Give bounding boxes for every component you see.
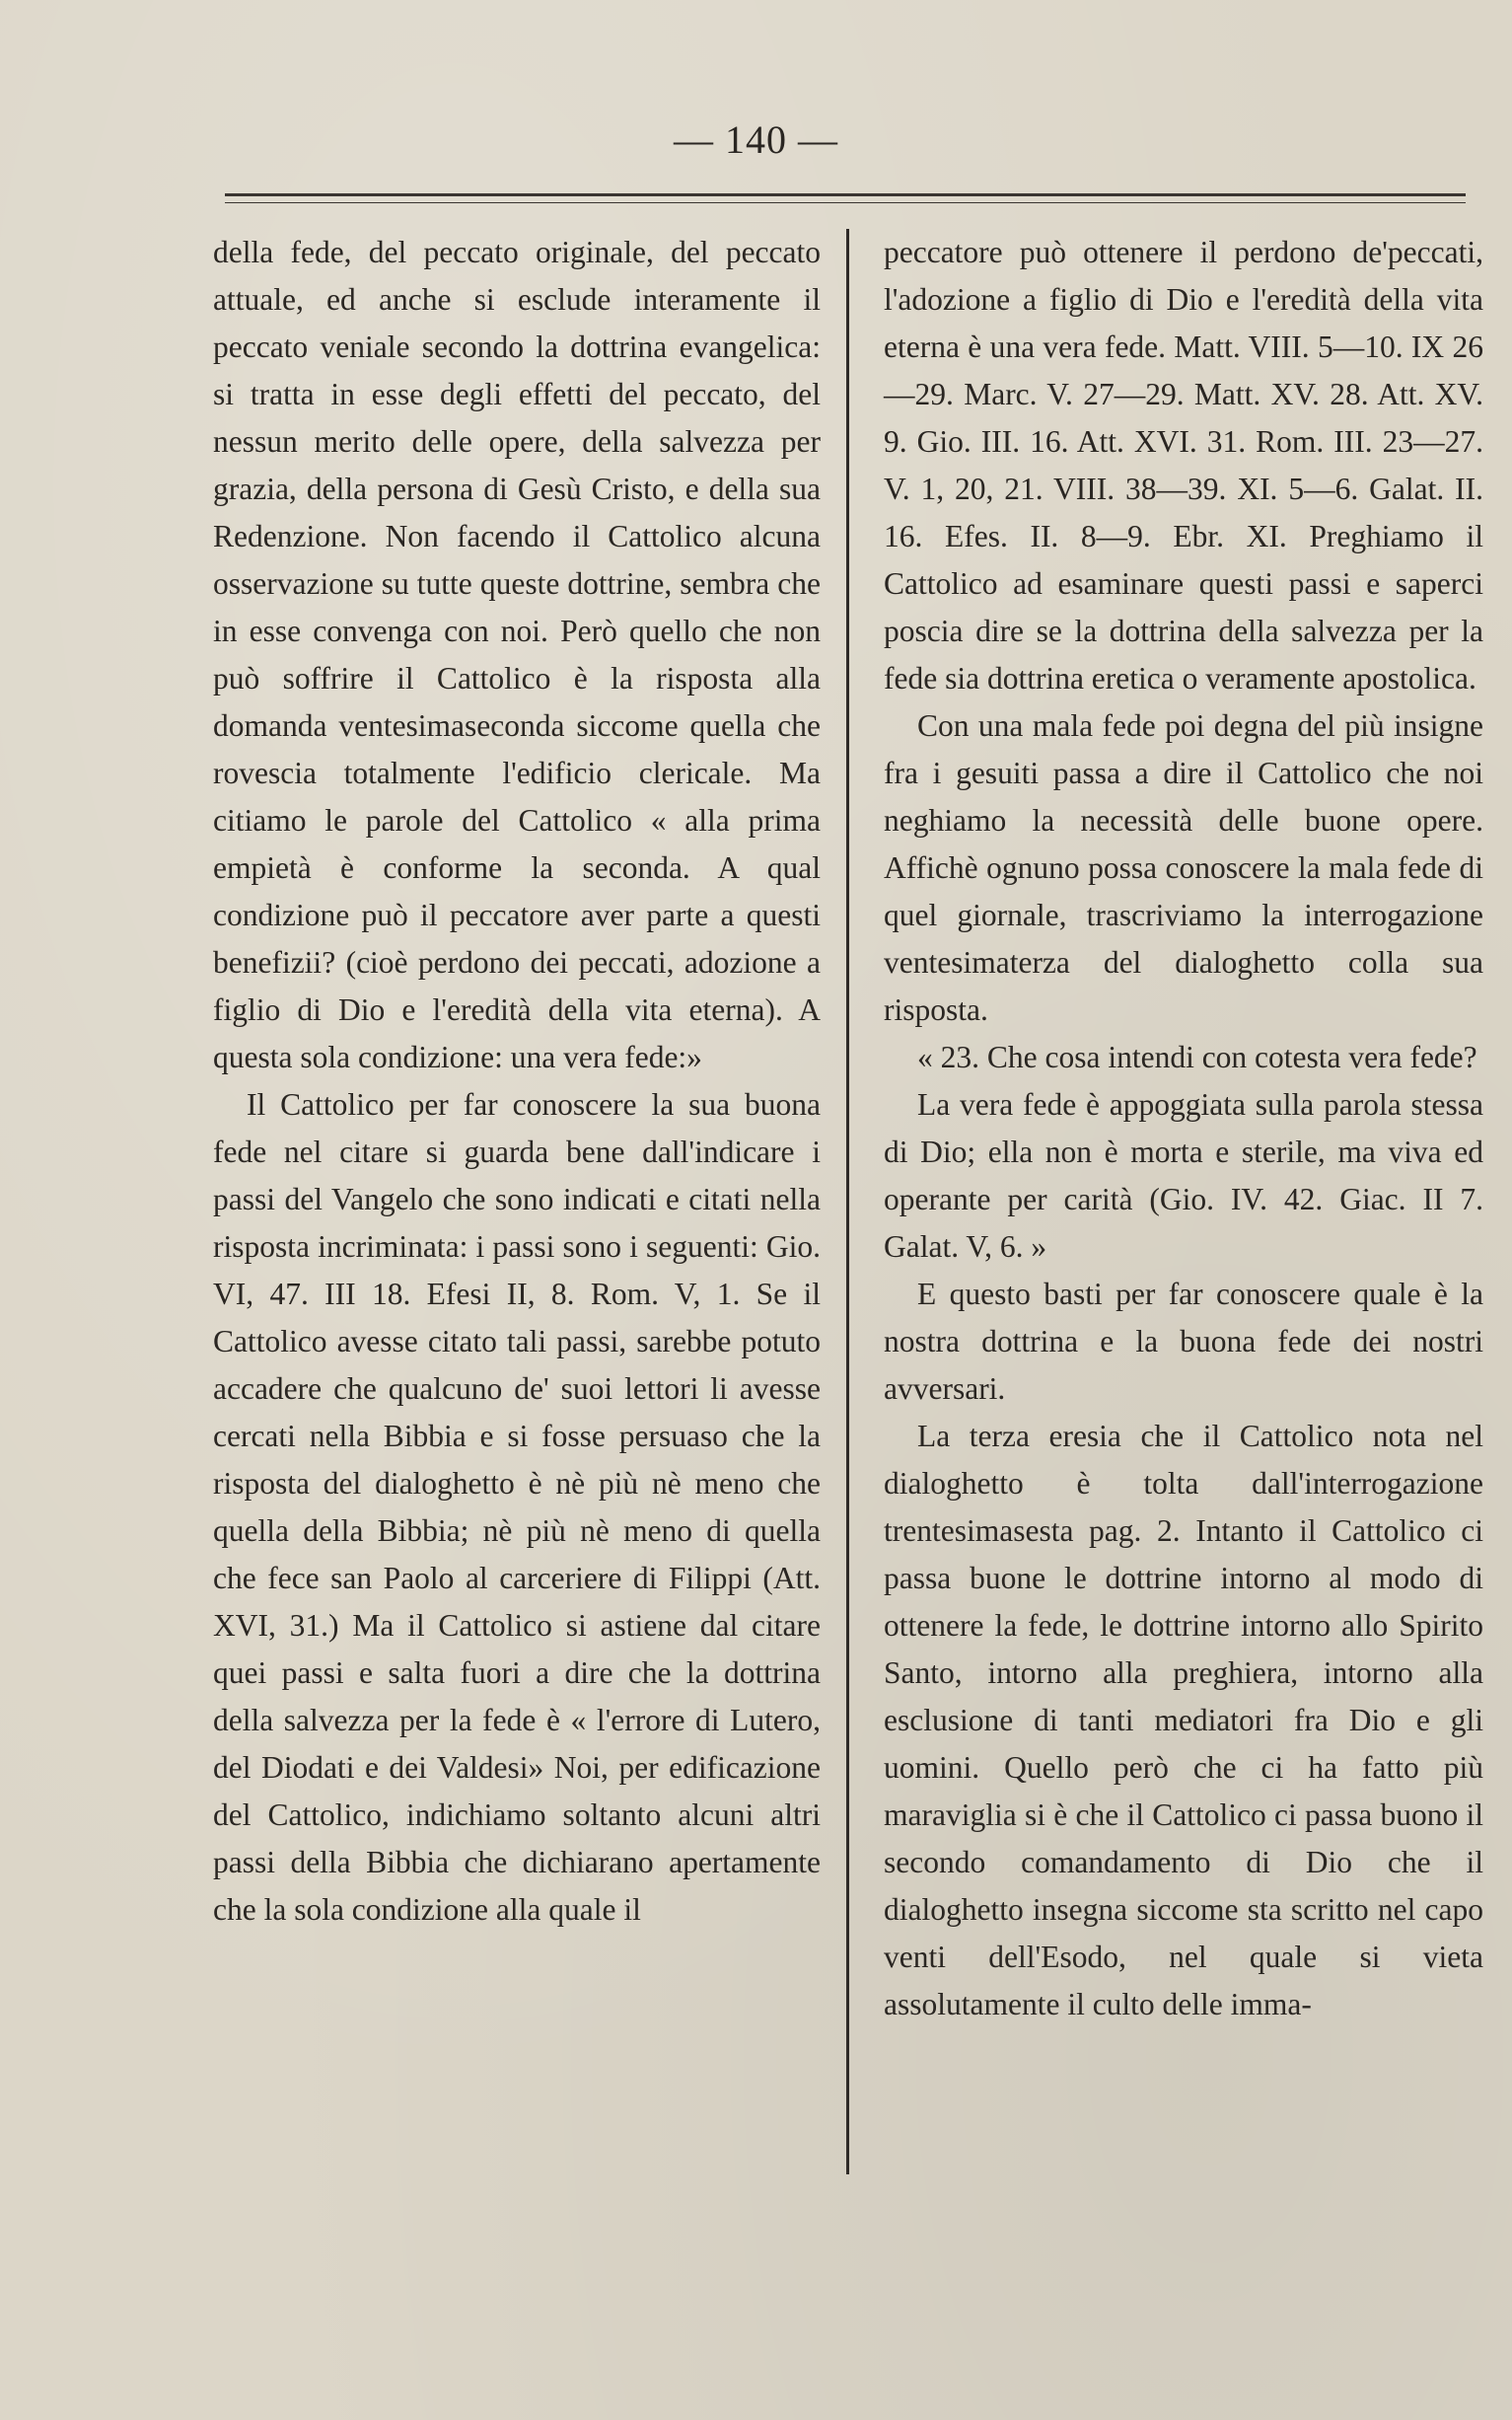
left-paragraph-1: della fede, del peccato originale, del peccato attuale, ed anche si esclude interamente il peccato veniale secondo la dottrina evangelica: si tratta in esse degli effetti del peccato, del nessun merito delle opere, della salvezza per grazia, della persona di Gesù Cristo, e della sua Redenzione. Non facendo il Cattolico alcuna osservazione su tutte queste dottrine, sembra che in esse convenga con noi. Però quello che non può soffrire il Cattolico è la risposta alla domanda ventesimaseconda siccome quella che rovescia totalmente l'edificio clericale. Ma citiamo le parole del Cattolico « alla prima empietà è conforme la seconda. A qual condizione può il peccatore aver parte a questi benefizii? (cioè perdono dei peccati, adozione a figlio di Dio e l'eredità della vita eterna). A questa sola condizione: una vera fede:»	[213, 235, 821, 1074]
right-paragraph-4: La vera fede è appoggiata sulla parola stessa di Dio; ella non è morta e sterile, ma viva ed operante per carità (Gio. IV. 42. Giac. II 7. Galat. V, 6. »	[884, 1087, 1483, 1264]
right-paragraph-2: Con una mala fede poi degna del più insigne fra i gesuiti passa a dire il Cattolico che noi neghiamo la necessità delle buone opere. Affichè ognuno possa conoscere la mala fede di quel giornale, trascriviamo la interrogazione ventesimaterza del dialoghetto colla sua risposta.	[884, 708, 1483, 1027]
right-paragraph-1: peccatore può ottenere il perdono de'peccati, l'adozione a figlio di Dio e l'eredità della vita eterna è una vera fede. Matt. VIII. 5—10. IX 26—29. Marc. V. 27—29. Matt. XV. 28. Att. XV. 9. Gio. III. 16. Att. XVI. 31. Rom. III. 23—27. V. 1, 20, 21. VIII. 38—39. XI. 5—6. Galat. II. 16. Efes. II. 8—9. Ebr. XI. Preghiamo il Cattolico ad esaminare questi passi e saperci poscia dire se la dottrina della salvezza per la fede sia dottrina eretica o veramente apostolica.	[884, 235, 1483, 696]
right-paragraph-6: La terza eresia che il Cattolico nota nel dialoghetto è tolta dall'interrogazione trentesimasesta pag. 2. Intanto il Cattolico ci passa buone le dottrine intorno al modo di ottenere la fede, le dottrine intorno allo Spirito Santo, intorno alla preghiera, intorno alla esclusione di tanti mediatori fra Dio e gli uomini. Quello però che ci ha fatto più maraviglia si è che il Cattolico ci passa buono il secondo comandamento di Dio che il dialoghetto insegna siccome sta scritto nel capo venti dell'Esodo, nel quale si vieta assolutamente il culto delle imma-	[884, 1419, 1483, 2021]
right-paragraph-3: « 23. Che cosa intendi con cotesta vera fede?	[917, 1040, 1477, 1074]
left-paragraph-2: Il Cattolico per far conoscere la sua buona fede nel citare si guarda bene dall'indicare i passi del Vangelo che sono indicati e citati nella risposta incriminata: i passi sono i seguenti: Gio. VI, 47. III 18. Efesi II, 8. Rom. V, 1. Se il Cattolico avesse citato tali passi, sarebbe potuto accadere che qualcuno de' suoi lettori li avesse cercati nella Bibbia e si fosse persuaso che la risposta del dialoghetto è nè più nè meno che quella della Bibbia; nè più nè meno di quella che fece san Paolo al carceriere di Filippi (Att. XVI, 31.) Ma il Cattolico si astiene dal citare quei passi e salta fuori a dire che la dottrina della salvezza per la fede è « l'errore di Lutero, del Diodati e dei Valdesi» Noi, per edificazione del Cattolico, indichiamo soltanto alcuni altri passi della Bibbia che dichiarano apertamente che la sola condizione alla quale il	[213, 1087, 821, 1927]
right-column	[884, 229, 1483, 2028]
header-rule	[225, 193, 1466, 203]
page-number: — 140 —	[674, 117, 838, 162]
column-divider	[846, 229, 849, 2174]
right-paragraph-5: E questo basti per far conoscere quale è la nostra dottrina e la buona fede dei nostri avversari.	[884, 1277, 1483, 1406]
left-column	[213, 229, 821, 1934]
